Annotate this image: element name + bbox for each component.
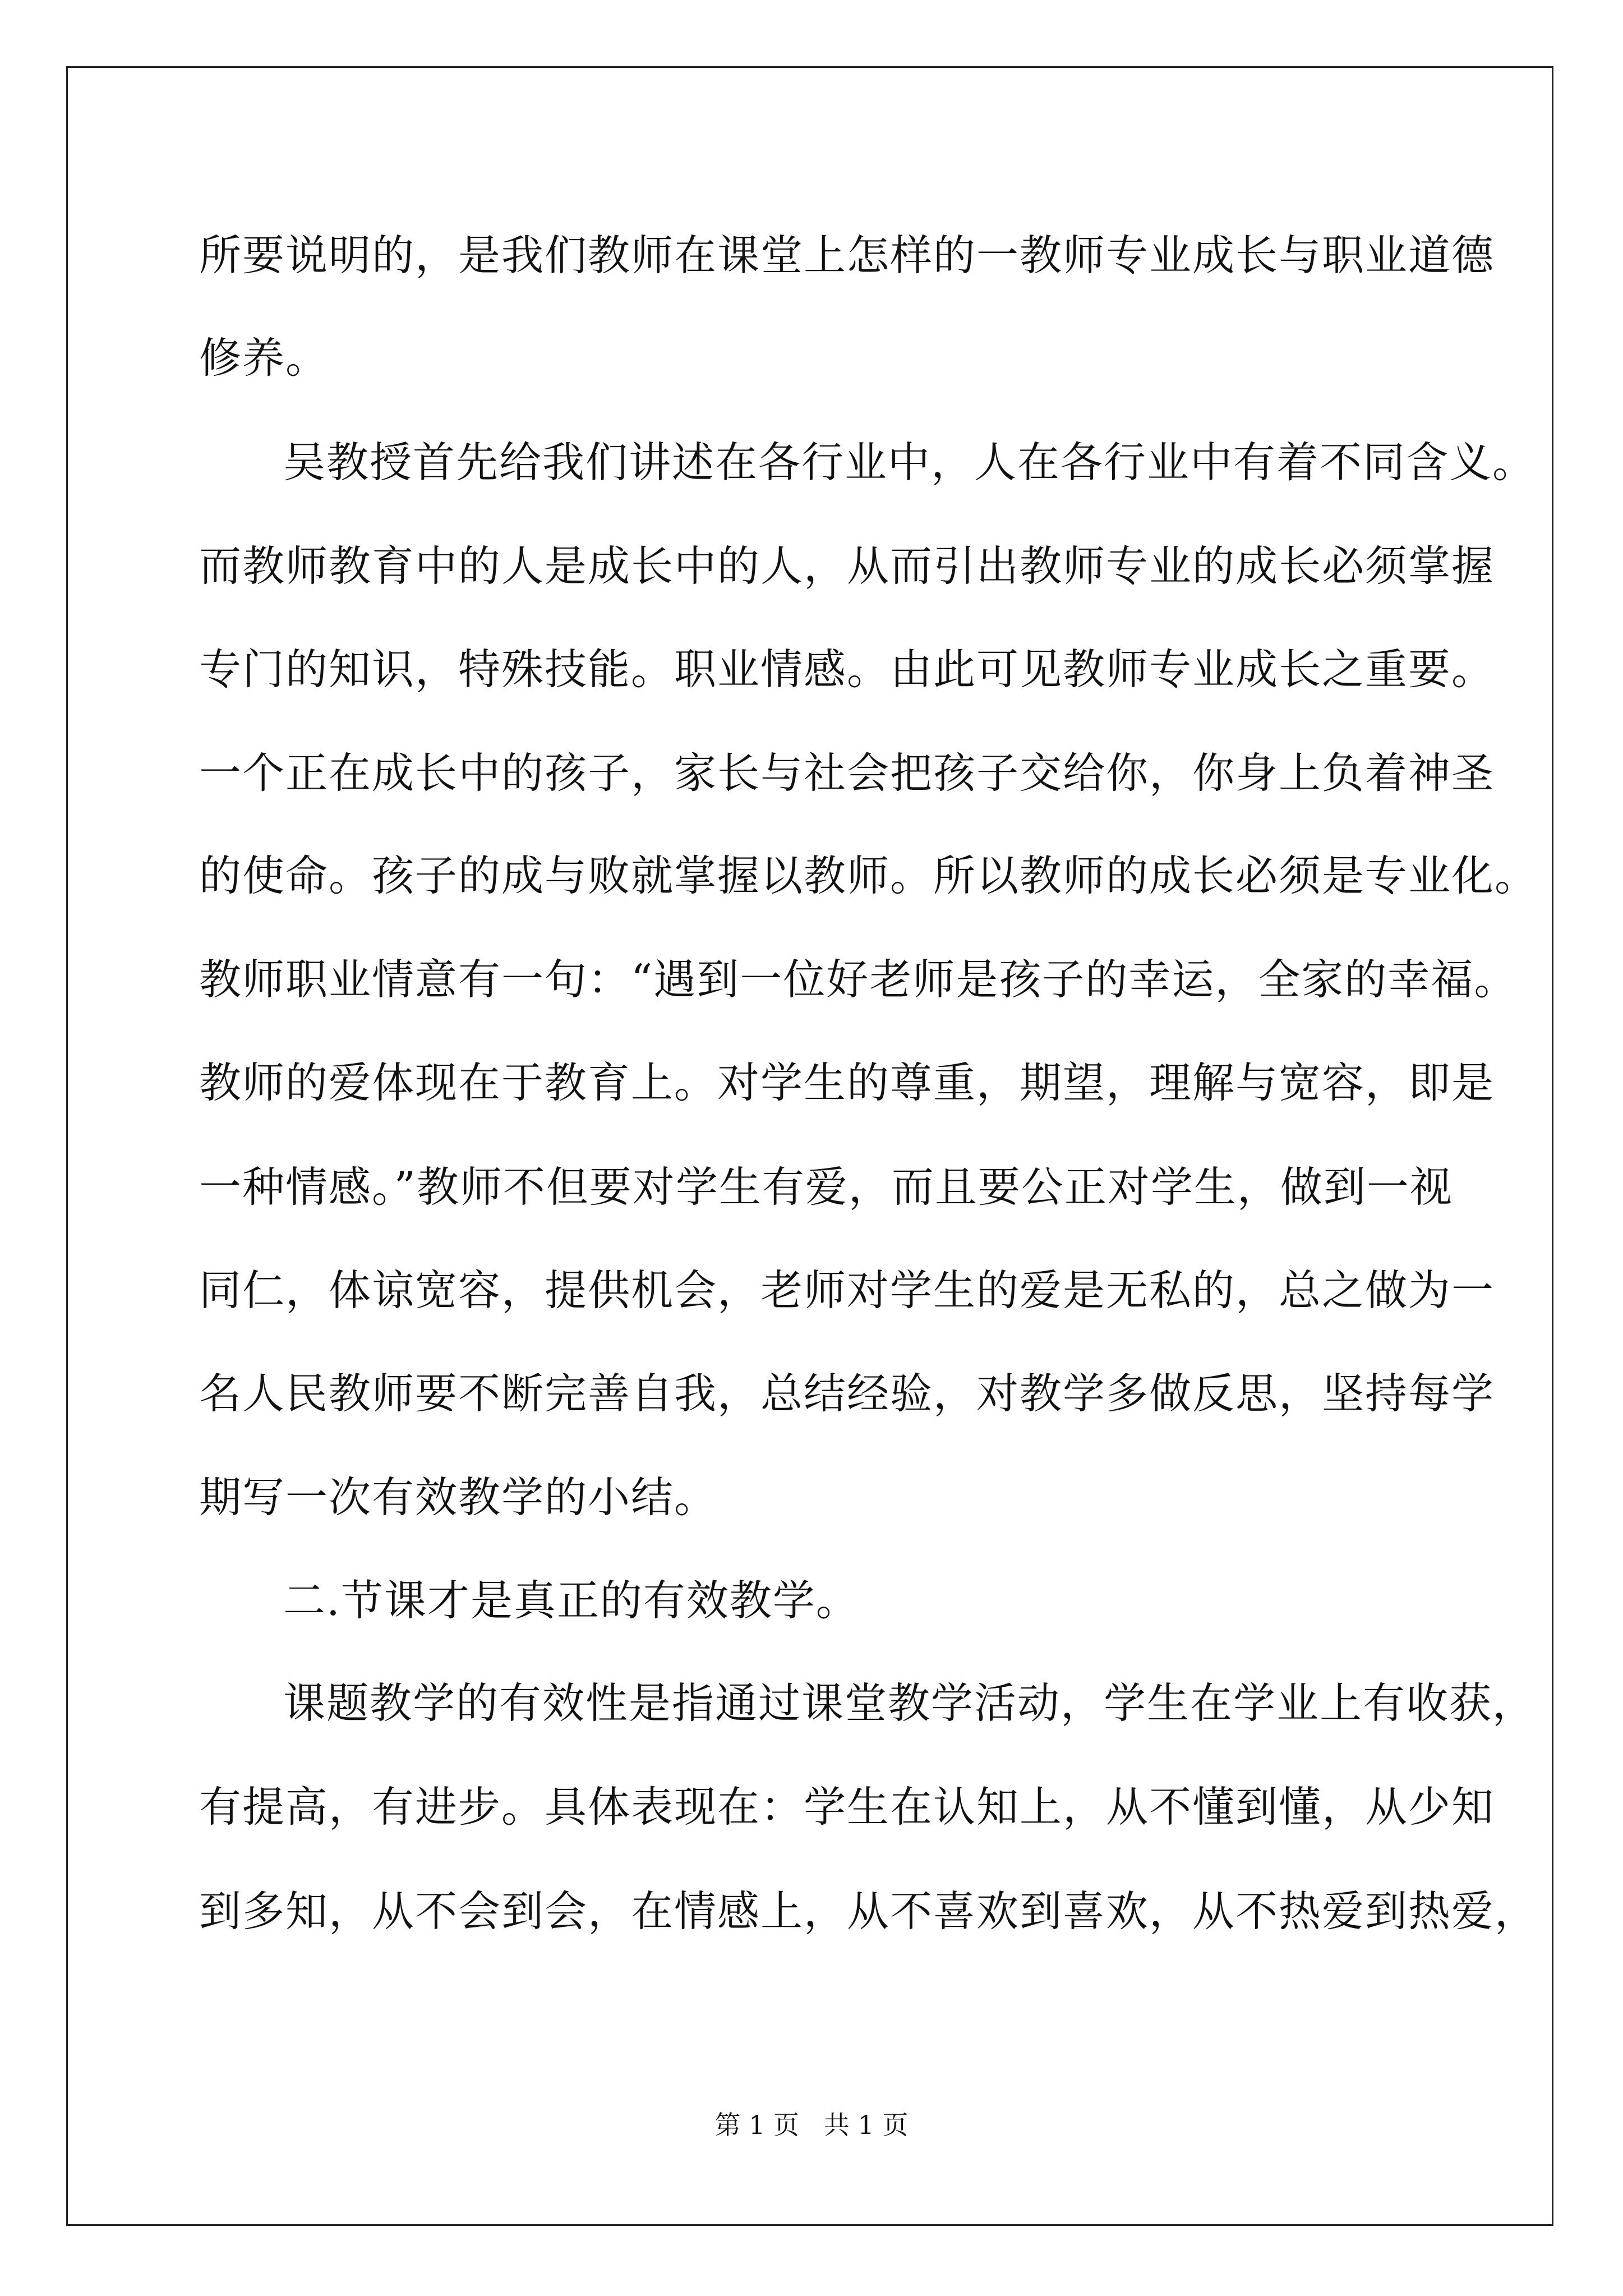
text-line: 教师的爱体现在于教育上。对学生的尊重，期望，理解与宽容，即是 xyxy=(199,1058,1495,1107)
text-line: 期写一次有效教学的小结。 xyxy=(199,1473,718,1522)
text-line: 专门的知识，特殊技能。职业情感。由此可见教师专业成长之重要。 xyxy=(199,645,1495,694)
text-line: 而教师教育中的人是成长中的人，从而引出教师专业的成长必须掌握 xyxy=(199,541,1495,591)
page-footer: 第 1 页 共 1 页 xyxy=(714,2110,909,2140)
text-line: 有提高，有进步。具体表现在：学生在认知上，从不懂到懂，从少知 xyxy=(199,1782,1495,1832)
text-line: 一个正在成长中的孩子，家长与社会把孩子交给你，你身上负着神圣 xyxy=(199,748,1495,798)
text-line: 到多知，从不会到会，在情感上，从不喜欢到喜欢，从不热爱到热爱， xyxy=(199,1887,1538,1936)
text-line: 吴教授首先给我们讲述在各行业中，人在各行业中有着不同含义。 xyxy=(283,438,1536,487)
text-line: 一种情感。”教师不但要对学生有爱，而且要公正对学生，做到一视 xyxy=(199,1162,1453,1212)
text-line: 同仁，体谅宽容，提供机会，老师对学生的爱是无私的，总之做为一 xyxy=(199,1266,1495,1315)
text-line: 修养。 xyxy=(199,333,329,383)
text-line: 所要说明的，是我们教师在课堂上怎样的一教师专业成长与职业道德 xyxy=(199,231,1495,280)
text-line: 课题教学的有效性是指通过课堂教学活动，学生在学业上有收获， xyxy=(283,1678,1536,1728)
text-line: 名人民教师要不断完善自我，总结经验，对教学多做反思，坚持每学 xyxy=(199,1369,1495,1418)
text-line: 的使命。孩子的成与败就掌握以教师。所以教师的成长必须是专业化。 xyxy=(199,851,1538,900)
text-line: 二.节课才是真正的有效教学。 xyxy=(283,1576,859,1625)
text-line: 教师职业情意有一句：“遇到一位好老师是孩子的幸运，全家的幸福。 xyxy=(199,955,1518,1004)
